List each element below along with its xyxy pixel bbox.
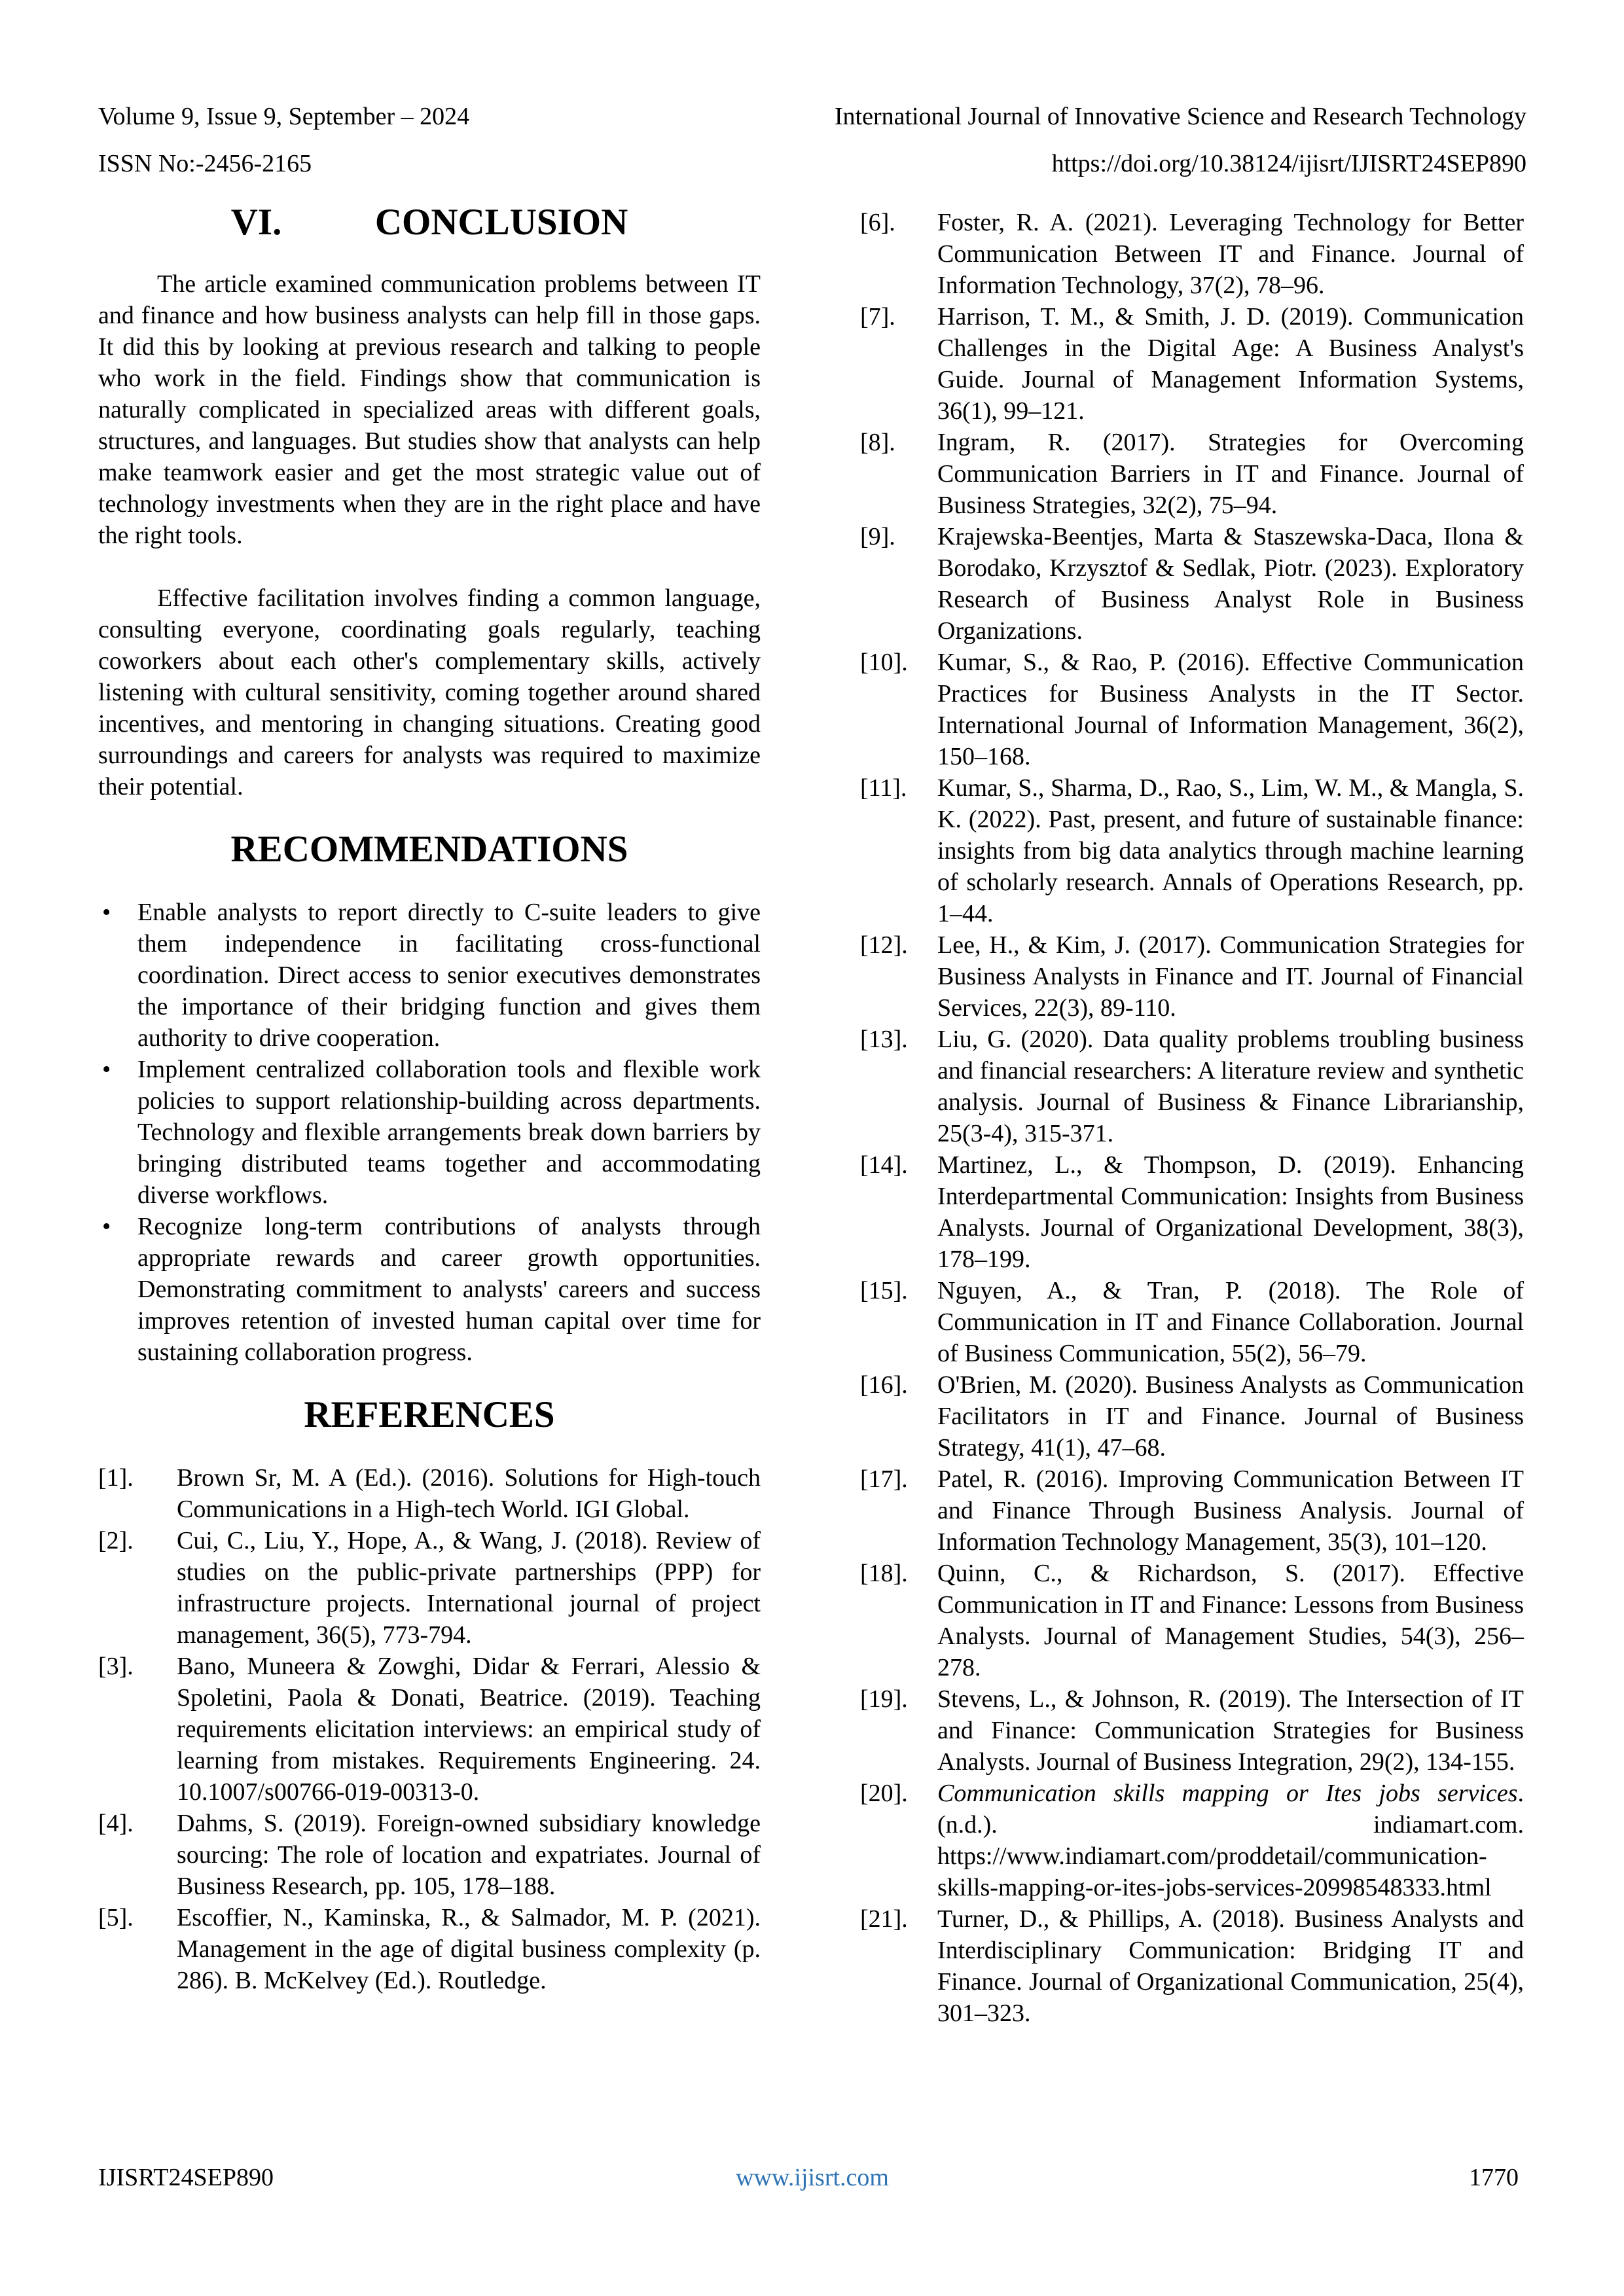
page-number: 1770 [1469,2164,1519,2191]
conclusion-heading: VI. CONCLUSION [230,202,628,243]
reference-text: Cui, C., Liu, Y., Hope, A., & Wang, J. (2018). Review of studies on the public-private partnerships (PPP) for infrastructure projects. International journal of project management, 36(5), 773-794. [177,1527,761,1649]
reference-item [860,929,1524,1024]
reference-number: [9]. [860,523,895,550]
footer-site-link[interactable]: www.ijisrt.com [736,2164,889,2191]
reference-number: [1]. [98,1464,134,1492]
reference-text: Patel, R. (2016). Improving Communication Between IT and Finance Through Business Analysis. Journal of Information Technology Management, 35(3), 101–120. [937,1465,1524,1556]
reference-number: [13]. [860,1026,908,1053]
reference-text: Martinez, L., & Thompson, D. (2019). Enhancing Interdepartmental Communication: Insights from Business Analysts. Journal of Organizational Development, 38(3), 178–199. [937,1151,1524,1273]
reference-item [98,1808,761,1902]
reference-number: [18]. [860,1560,908,1587]
reference-text: Escoffier, N., Kaminska, R., & Salmador, M. P. (2021). Management in the age of digital business complexity (p. 286). B. McKelvey (Ed.). Routledge. [177,1904,761,1994]
conclusion-paragraph: The article examined communication problems between IT and finance and how business analysts can help fill in those gaps. It did this by looking at previous research and talking to people who work in the field. Findings show that communication is naturally complicated in specialized areas with different goals, structures, and languages. But studies show that analysts can help make teamwork easier and get the most strategic value out of technology investments when they are in the right place and have the right tools. [98,270,761,549]
list-item [98,897,761,1054]
header-volume: Volume 9, Issue 9, September – 2024 [98,103,470,130]
list-item-text: Implement centralized collaboration tools and flexible work policies to support relationship-building across departments. Technology and flexible arrangements break down barriers by bringing distributed teams together and accommodating diverse workflows. [137,1056,761,1209]
reference-item [98,1525,761,1651]
reference-text: Stevens, L., & Johnson, R. (2019). The Intersection of IT and Finance: Communication Strategies for Business Analysts. Journal of Business Integration, 29(2), 134-155. [937,1685,1524,1776]
reference-text: Kumar, S., Sharma, D., Rao, S., Lim, W. M., & Mangla, S. K. (2022). Past, present, and future of sustainable finance: insights from big data analytics through machine learning of scholarly research. Annals of Operations Research, pp. 1–44. [937,774,1524,927]
reference-item [860,772,1524,929]
reference-number: [14]. [860,1151,908,1179]
references-heading: REFERENCES [304,1394,555,1435]
reference-title: Communication skills mapping or Ites jobs services [937,1780,1518,1807]
reference-text: Ingram, R. (2017). Strategies for Overcoming Communication Barriers in IT and Finance. Journal of Business Strategies, 32(2), 75–94. [937,429,1524,519]
reference-number: [5]. [98,1904,134,1931]
reference-number: [2]. [98,1527,134,1554]
left-column [98,202,761,1996]
reference-number: [16]. [860,1371,908,1399]
reference-text: Liu, G. (2020). Data quality problems troubling business and financial researchers: A literature review and synthetic analysis. Journal of Business & Finance Librarianship, 25(3-4), 315-371. [937,1026,1524,1147]
reference-number: [3]. [98,1653,134,1680]
reference-number: [15]. [860,1277,908,1304]
reference-text: O'Brien, M. (2020). Business Analysts as Communication Facilitators in IT and Finance. Journal of Business Strategy, 41(1), 47–68. [937,1371,1524,1462]
reference-number: [6]. [860,209,895,236]
reference-item [860,647,1524,772]
reference-number: [21]. [860,1905,908,1933]
reference-number: [10]. [860,649,908,676]
reference-item [860,1149,1524,1275]
reference-text: Nguyen, A., & Tran, P. (2018). The Role of Communication in IT and Finance Collaboration. Journal of Business Communication, 55(2), 56–79. [937,1277,1524,1367]
reference-text: Quinn, C., & Richardson, S. (2017). Effective Communication in IT and Finance: Lessons from Business Analysts. Journal of Management Studies, 54(3), 256–278. [937,1560,1524,1681]
reference-text: Lee, H., & Kim, J. (2017). Communication Strategies for Business Analysts in Finance and IT. Journal of Financial Services, 22(3), 89-110. [937,931,1524,1022]
reference-number: [12]. [860,931,908,959]
reference-number: [20]. [860,1780,908,1807]
list-item-text: Recognize long-term contributions of analysts through appropriate rewards and career growth opportunities. Demonstrating commitment to analysts' careers and success improves retention of invested human capital over time for sustaining collaboration progress. [137,1213,761,1366]
reference-item [860,207,1524,301]
reference-item [860,521,1524,647]
reference-item [860,1558,1524,1683]
reference-item [98,1651,761,1808]
reference-item [860,301,1524,427]
list-item-text: Enable analysts to report directly to C-suite leaders to give them independence in facilitating cross-functional coordination. Direct access to senior executives demonstrates the importance of their bridging function and gives them authority to drive cooperation. [137,899,761,1052]
reference-text: Brown Sr, M. A (Ed.). (2016). Solutions for High-touch Communications in a High-tech World. IGI Global. [177,1464,761,1523]
reference-text: Turner, D., & Phillips, A. (2018). Business Analysts and Interdisciplinary Communication: Bridging IT and Finance. Journal of Organizational Communication, 25(4), 301–323. [937,1905,1524,2027]
reference-number: [7]. [860,303,895,331]
conclusion-paragraph: Effective facilitation involves finding a common language, consulting everyone, coordinating goals regularly, teaching coworkers about each other's complementary skills, actively listening with cultural sensitivity, coming together around shared incentives, and mentoring in changing situations. Creating good surroundings and careers for analysts was required to maximize their potential. [98,584,761,800]
reference-item [860,1778,1524,1903]
reference-item [860,1275,1524,1369]
bullet-icon: • [102,1213,111,1240]
recommendations-list [98,897,761,1368]
reference-text: Kumar, S., & Rao, P. (2016). Effective Communication Practices for Business Analysts in the IT Sector. International Journal of Information Management, 36(2), 150–168. [937,649,1524,770]
reference-text[interactable]: . (n.d.). indiamart.com. https://www.indiamart.com/proddetail/communication-skills-mapping-or-ites-jobs-services-20998548333.html [937,1780,1524,1901]
reference-number: [17]. [860,1465,908,1493]
reference-item [98,1902,761,1996]
list-item [98,1054,761,1211]
reference-text: Krajewska-Beentjes, Marta & Staszewska-Daca, Ilona & Borodako, Krzysztof & Sedlak, Piotr. (2023). Exploratory Research of Business Analyst Role in Business Organizations. [937,523,1524,645]
reference-number: [8]. [860,429,895,456]
reference-item [98,1462,761,1525]
right-column [860,207,1524,2029]
reference-item [860,1369,1524,1463]
reference-item [860,427,1524,521]
header-doi[interactable]: https://doi.org/10.38124/ijisrt/IJISRT24SEP890 [1051,150,1526,177]
reference-number: [4]. [98,1810,134,1837]
reference-item [860,1903,1524,2029]
bullet-icon: • [102,1056,111,1083]
list-item [98,1211,761,1368]
recommendations-heading: RECOMMENDATIONS [230,829,628,870]
reference-text: Dahms, S. (2019). Foreign-owned subsidiary knowledge sourcing: The role of location and expatriates. Journal of Business Research, pp. 105, 178–188. [177,1810,761,1900]
header-issn: ISSN No:-2456-2165 [98,150,312,177]
reference-text: Harrison, T. M., & Smith, J. D. (2019). Communication Challenges in the Digital Age: A Business Analyst's Guide. Journal of Management Information Systems, 36(1), 99–121. [937,303,1524,425]
reference-number: [11]. [860,774,907,802]
header-journal: International Journal of Innovative Science and Research Technology [834,103,1526,130]
reference-number: [19]. [860,1685,908,1713]
reference-text: Foster, R. A. (2021). Leveraging Technology for Better Communication Between IT and Finance. Journal of Information Technology, 37(2), 78–96. [937,209,1524,299]
footer-code: IJISRT24SEP890 [98,2164,274,2191]
reference-item [860,1683,1524,1778]
reference-item [860,1463,1524,1558]
reference-item [860,1024,1524,1149]
bullet-icon: • [102,899,111,926]
reference-text: Bano, Muneera & Zowghi, Didar & Ferrari, Alessio & Spoletini, Paola & Donati, Beatrice. (2019). Teaching requirements elicitation interviews: an empirical study of learning from mistakes. Requirements Engineering. 24. 10.1007/s00766-019-00313-0. [177,1653,761,1806]
